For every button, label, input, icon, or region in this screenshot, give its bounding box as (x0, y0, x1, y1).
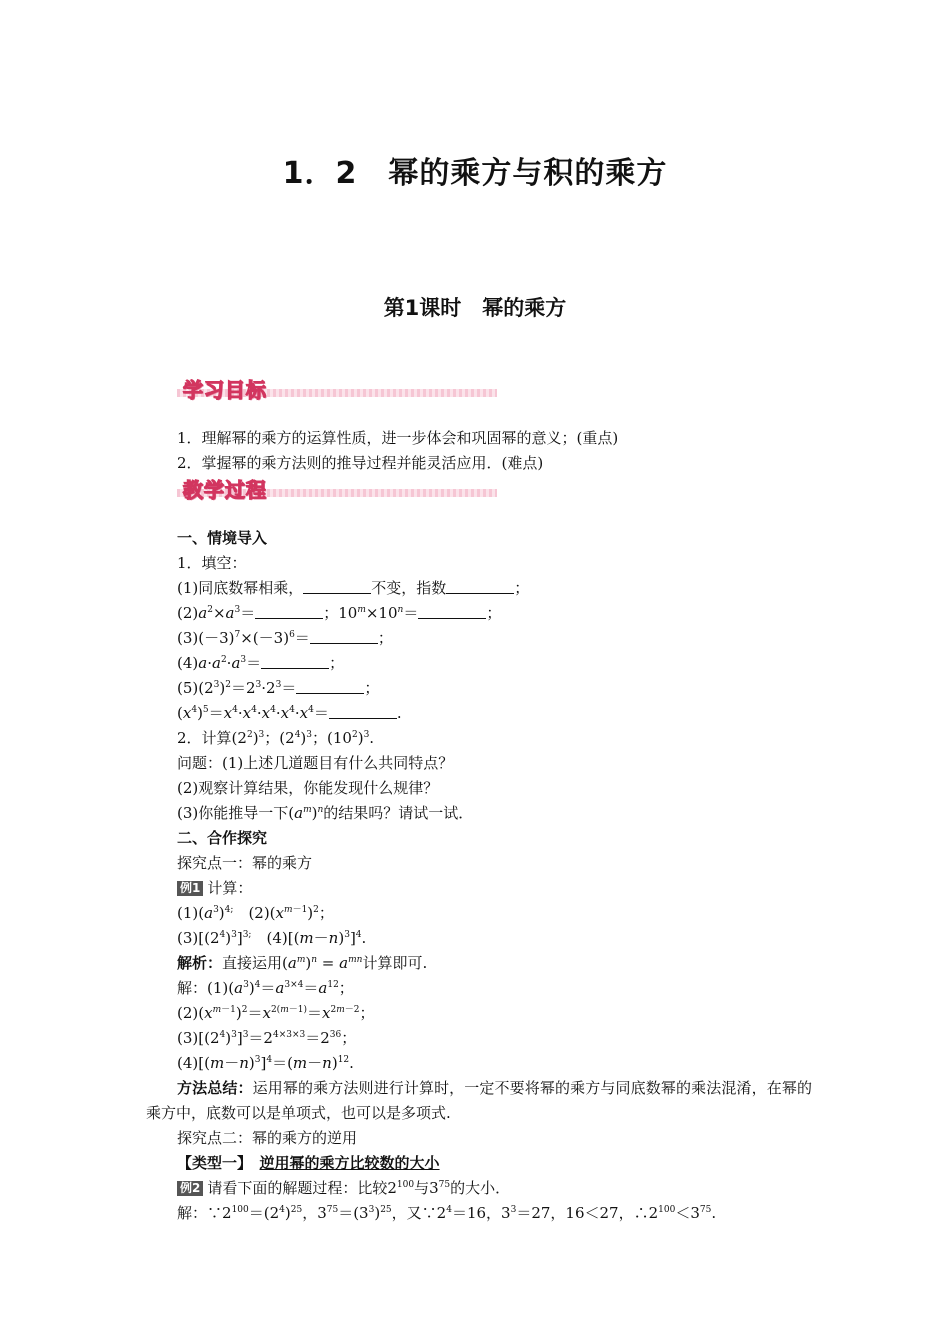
lesson-subtitle: 第1课时 幂的乘方 (383, 296, 567, 320)
section-intro-heading: 一、情境导入 (177, 529, 268, 547)
method-summary: 方法总结：运用幂的乘方法则进行计算时，一定不要将幂的乘方与同底数幂的乘法混淆，在幂的乘方中，底数可以是单项式，也可以是多项式. (146, 1079, 812, 1122)
banner-learning-goals (177, 376, 497, 402)
question-3: (3)你能推导一下$(a^m)^n$的结果吗？请试一试． (177, 804, 474, 822)
example-1: 例1 计算： (177, 878, 252, 898)
fill-title: 1．填空： (177, 554, 247, 572)
solution-2: $(2)(x^{m-1})^2=x^{2(m-1)}=x^{2m-2}$； (177, 1004, 375, 1022)
fill-q2: $(2)a^2\times a^3=$ ；$10^m\times 10^n=$ ； (177, 604, 502, 622)
fill-q1: (1)同底数幂相乘， 不变，指数 ； (177, 579, 530, 597)
goal-2: 2．掌握幂的乘方法则的推导过程并能灵活应用．(难点) (177, 454, 544, 472)
solution-4: $(4)[(m-n)^3]^4=(m-n)^{12}$. (177, 1054, 354, 1072)
solution-1: 解：$(1)(a^3)^4=a^{3\times 4}=a^{12}$； (177, 979, 354, 997)
example-1-parts-a: $(1)(a^3)^{4;}$ $(2)(x^{m-1})^2$； (177, 904, 334, 922)
banner-teaching-process-label: 教学过程 (183, 478, 267, 502)
solution-3: $(3)[(2^4)^3]^3=2^{4\times 3\times 3}=2^{36}$； (177, 1029, 357, 1047)
fill-q5-b: $(x^4)^5=x^4\cdot x^4\cdot x^4\cdot x^4\cdot x^4=$ . (177, 704, 402, 722)
example-1-parts-b: $(3)[(2^4)^3]^{3;}$ $(4)[(m-n)^3]^4$. (177, 929, 367, 947)
explore-point-1: 探究点一：幂的乘方 (177, 854, 313, 872)
fill-q4: $(4)a\cdot a^2\cdot a^3=$ ； (177, 654, 345, 672)
type-1-heading: 【类型一】 逆用幂的乘方比较数的大小 (177, 1154, 440, 1172)
fill-q3: $(3)(-3)^7\times(-3)^6=$ ； (177, 629, 393, 647)
analysis: 解析：直接运用$(a^m)^n = a^{mn}$计算即可. (177, 954, 428, 972)
goal-1: 1．理解幂的乘方的运算性质，进一步体会和巩固幂的意义；(重点) (177, 429, 619, 447)
section-explore-heading: 二、合作探究 (177, 829, 268, 847)
banner-learning-goals-label: 学习目标 (183, 378, 267, 402)
page-title: 1．2 幂的乘方与积的乘方 (282, 156, 668, 191)
explore-point-2: 探究点二：幂的乘方的逆用 (177, 1129, 358, 1147)
example-2: 例2 请看下面的解题过程：比较$2^{100}$与$3^{75}$的大小． (177, 1178, 510, 1198)
calc-2: 2．计算$(2^2)^3$；$(2^4)^3$；$(10^2)^3$. (177, 729, 375, 747)
solution-example-2: 解：$\because 2^{100}=(2^4)^{25}$，$3^{75}=(3^3)^{25}$，又$\because 2^4=16$，$3^3=27$，16＜27，$\therefore 2^{100}<3^{75}$. (177, 1204, 717, 1222)
example-1-tag: 例1 (177, 881, 203, 896)
banner-teaching-process (177, 476, 497, 502)
question-1: 问题：(1)上述几道题目有什么共同特点？ (177, 754, 454, 772)
fill-q5: $(5)(2^3)^2=2^3\cdot 2^3=$ ； (177, 679, 380, 697)
question-2: (2)观察计算结果，你能发现什么规律？ (177, 779, 439, 797)
example-2-tag: 例2 (177, 1181, 203, 1196)
